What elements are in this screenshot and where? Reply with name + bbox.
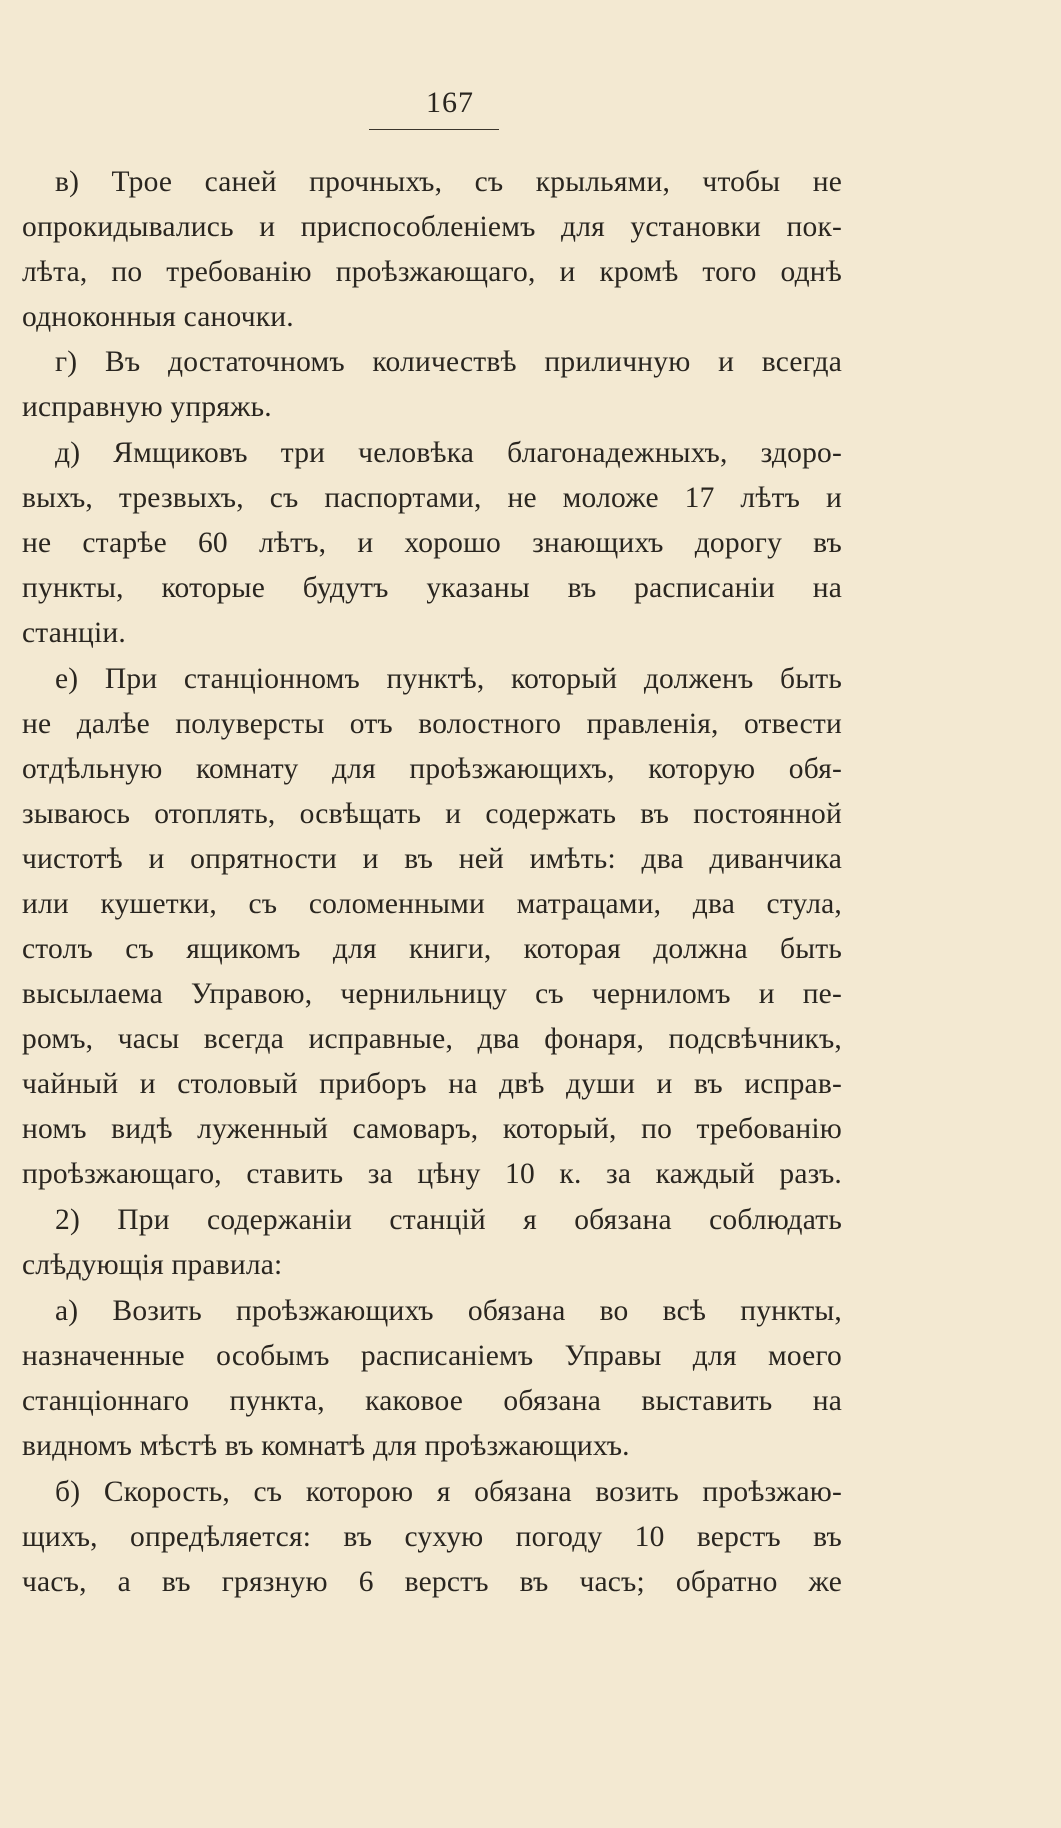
text-line: пункты, которые будутъ указаны въ расписаніи на <box>22 572 842 604</box>
text-line: а) Возить проѣзжающихъ обязана во всѣ пункты, <box>55 1295 842 1327</box>
text-line: лѣта, по требованію проѣзжающаго, и кромѣ того однѣ <box>22 256 842 288</box>
text-line: одноконныя саночки. <box>22 301 294 333</box>
text-line: номъ видѣ луженный самоваръ, который, по требованію <box>22 1113 842 1145</box>
text-line: чайный и столовый приборъ на двѣ души и въ исправ- <box>22 1068 842 1100</box>
text-line: столъ съ ящикомъ для книги, которая должна быть <box>22 933 842 965</box>
text-line: видномъ мѣстѣ въ комнатѣ для проѣзжающихъ. <box>22 1430 630 1462</box>
text-line: зываюсь отоплять, освѣщать и содержать въ постоянной <box>22 798 842 830</box>
text-line: е) При станціонномъ пунктѣ, который долженъ быть <box>55 663 842 695</box>
text-line: слѣдующія правила: <box>22 1249 283 1281</box>
text-line: в) Трое саней прочныхъ, съ крыльями, чтобы не <box>55 166 842 198</box>
text-line: д) Ямщиковъ три человѣка благонадежныхъ, здоро- <box>55 437 842 469</box>
text-line: 2) При содержаніи станцій я обязана соблюдать <box>55 1204 842 1236</box>
text-line: часъ, а въ грязную 6 верстъ въ часъ; обратно же <box>22 1566 842 1598</box>
text-line: станціи. <box>22 617 126 649</box>
text-line: или кушетки, съ соломенными матрацами, два стула, <box>22 888 842 920</box>
page-number-rule <box>369 129 499 130</box>
text-line: проѣзжающаго, ставить за цѣну 10 к. за каждый разъ. <box>22 1158 842 1190</box>
text-line: высылаема Управою, чернильницу съ черниломъ и пе- <box>22 978 842 1010</box>
text-line: станціоннаго пункта, каковое обязана выставить на <box>22 1385 842 1417</box>
text-line: щихъ, опредѣляется: въ сухую погоду 10 верстъ въ <box>22 1521 842 1553</box>
text-line: ромъ, часы всегда исправные, два фонаря, подсвѣчникъ, <box>22 1023 842 1055</box>
text-line: выхъ, трезвыхъ, съ паспортами, не моложе 17 лѣтъ и <box>22 482 842 514</box>
page-number: 167 <box>426 86 474 119</box>
text-line: не старѣе 60 лѣтъ, и хорошо знающихъ дорогу въ <box>22 527 842 559</box>
text-line: б) Скорость, съ которою я обязана возить проѣзжаю- <box>55 1476 842 1508</box>
text-line: назначенные особымъ расписаніемъ Управы для моего <box>22 1340 842 1372</box>
text-line: исправную упряжь. <box>22 391 272 423</box>
text-line: опрокидывались и приспособленіемъ для установки пок- <box>22 211 842 243</box>
text-line: г) Въ достаточномъ количествѣ приличную и всегда <box>55 346 842 378</box>
text-line: не далѣе полуверсты отъ волостного правленія, отвести <box>22 708 842 740</box>
text-line: чистотѣ и опрятности и въ ней имѣть: два диванчика <box>22 843 842 875</box>
text-line: отдѣльную комнату для проѣзжающихъ, которую обя- <box>22 753 842 785</box>
